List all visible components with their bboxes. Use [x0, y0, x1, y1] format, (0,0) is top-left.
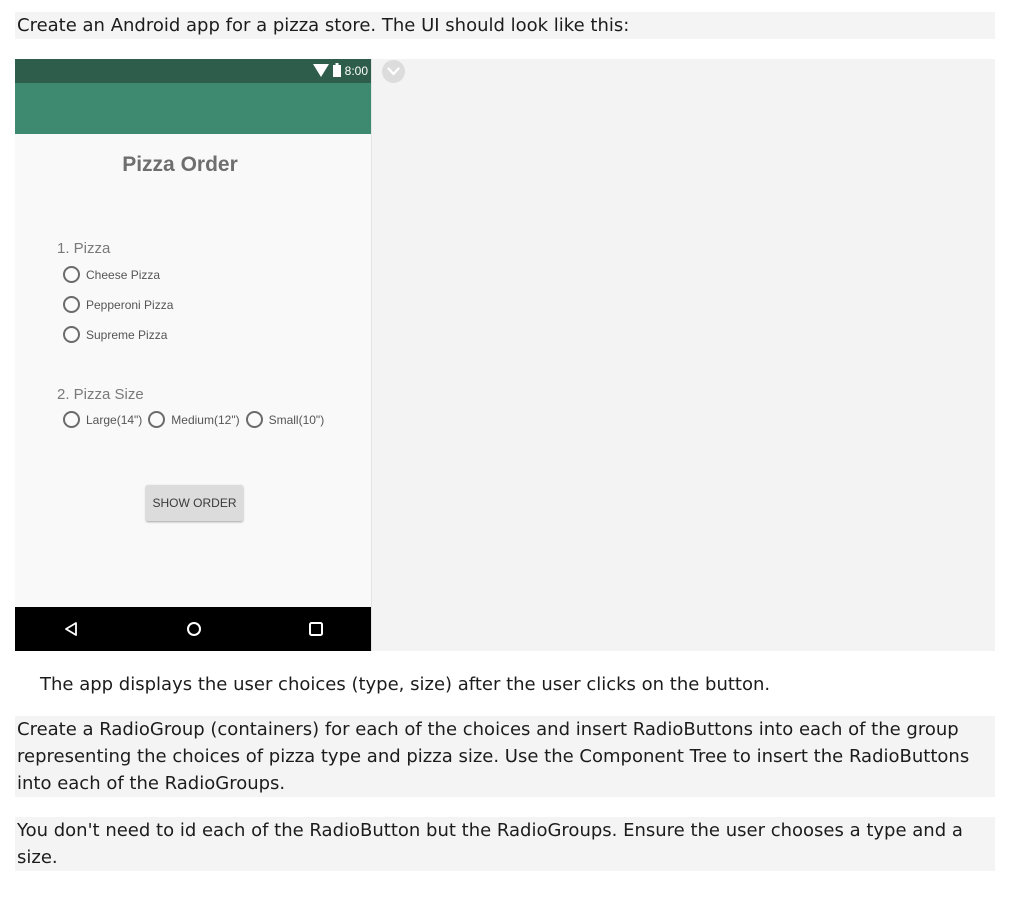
wifi-icon [313, 62, 329, 81]
radio-circle[interactable] [63, 296, 80, 313]
back-icon[interactable] [59, 617, 83, 641]
radio-cheese-pizza[interactable] [63, 266, 160, 283]
radio-label: Supreme Pizza [86, 327, 168, 342]
radio-label: Small(10") [268, 412, 325, 427]
recents-icon[interactable] [304, 617, 328, 641]
app-bar [15, 83, 372, 134]
screenshot-area [15, 59, 995, 651]
size-section-label: 2. Pizza Size [57, 386, 144, 403]
radio-pepperoni-pizza[interactable] [63, 296, 173, 313]
navigation-bar [15, 607, 372, 651]
status-time: 8:00 [344, 64, 368, 78]
radio-circle[interactable] [148, 411, 165, 428]
chevron-down-icon[interactable] [382, 60, 405, 83]
radio-circle[interactable] [63, 411, 80, 428]
battery-icon [333, 62, 341, 81]
radio-label: Pepperoni Pizza [86, 297, 174, 312]
phone-screen [15, 59, 372, 651]
size-radio-group [63, 411, 324, 428]
radio-label: Cheese Pizza [86, 267, 161, 282]
radio-label: Large(14") [86, 412, 143, 427]
radio-circle[interactable] [63, 326, 80, 343]
app-title: Pizza Order [122, 153, 238, 176]
description-radiogroup: Create a RadioGroup (containers) for each of the choices and insert RadioButtons into each of the group representing the choices of pizza type and pizza size. Use the Component Tree to insert the RadioButtons into each of the RadioGroups. [15, 716, 995, 797]
radio-size-large[interactable] [63, 411, 142, 428]
radio-label: Medium(12") [171, 412, 240, 427]
home-icon[interactable] [182, 617, 206, 641]
radio-circle[interactable] [63, 266, 80, 283]
description-id: You don't need to id each of the RadioButton but the RadioGroups. Ensure the user chooses a type and a size. [15, 817, 995, 871]
status-bar [15, 59, 372, 83]
intro-text: Create an Android app for a pizza store. The UI should look like this: [15, 12, 995, 39]
show-order-button[interactable]: SHOW ORDER [146, 485, 243, 521]
pizza-section-label: 1. Pizza [57, 240, 111, 257]
description-display: The app displays the user choices (type, size) after the user clicks on the button. [40, 674, 771, 695]
radio-circle[interactable] [246, 411, 263, 428]
radio-supreme-pizza[interactable] [63, 326, 167, 343]
radio-size-medium[interactable] [148, 411, 239, 428]
radio-size-small[interactable] [246, 411, 325, 428]
